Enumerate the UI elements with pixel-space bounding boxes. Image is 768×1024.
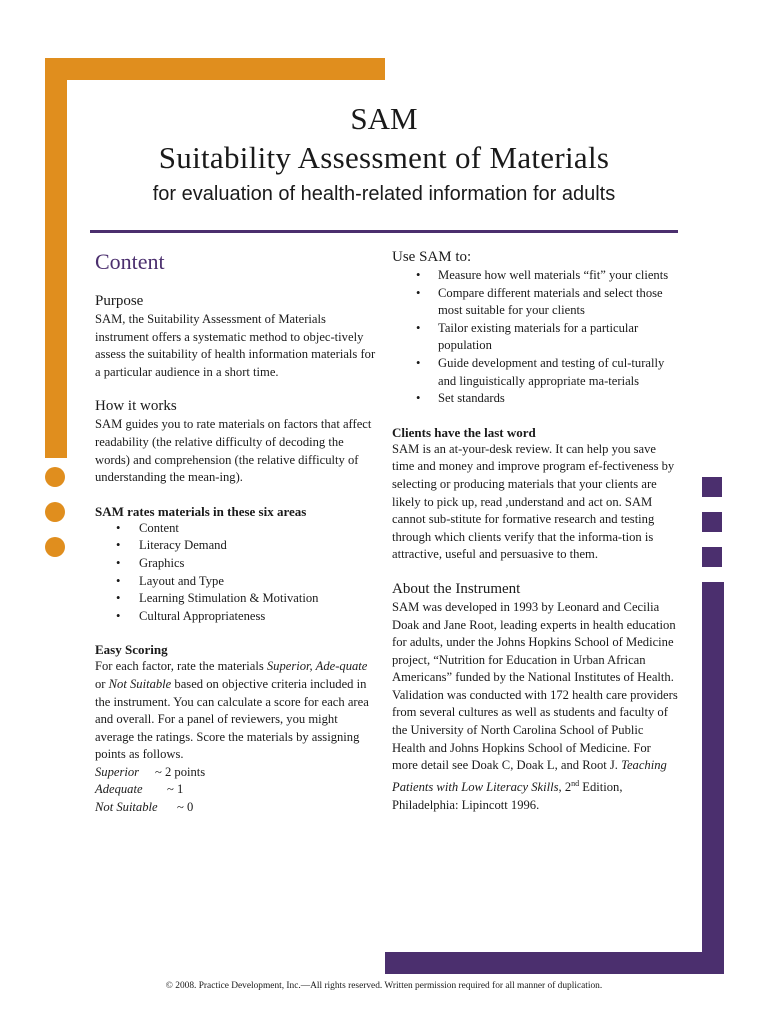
- list-item: • Tailor existing materials for a particular population: [392, 320, 678, 355]
- frame-top-orange-bar: [45, 58, 385, 80]
- orange-dot-2: [45, 502, 65, 522]
- score-value: ~ 1: [167, 782, 184, 797]
- score-row-superior: [95, 764, 377, 782]
- list-item: • Set standards: [392, 390, 678, 408]
- purpose-text: SAM, the Suitability Assessment of Materials instrument offers a systematic method to objec-tively assess the suitability of health information materials for a particular audience in a short time.: [95, 312, 376, 379]
- orange-dot-1: [45, 467, 65, 487]
- score-row-not-suitable: [95, 799, 377, 817]
- list-item: • Literacy Demand: [95, 537, 377, 555]
- superior-adequate-term: Superior, Ade-quate: [266, 659, 368, 674]
- list-item: • Learning Stimulation & Motivation: [95, 590, 377, 608]
- header-acronym: SAM: [350, 101, 418, 136]
- list-item: • Content: [95, 520, 377, 538]
- scoring-text: For each factor, rate the materials Superior, Ade-quate or Not Suitable based on objective criteria included in the instrument. You can calculate a score for each area and overall. For a panel of reviewers, you might average the ratings. Score the materials by assigning points as follows.: [95, 659, 369, 762]
- score-row-adequate: [95, 781, 377, 799]
- use-sam-list: [392, 267, 678, 408]
- frame-bottom-purple-bar: [385, 952, 724, 974]
- about-heading: About the Instrument: [392, 580, 521, 597]
- copyright-footer: © 2008. Practice Development, Inc.—All rights reserved. Written permission required for all manner of duplication.: [165, 981, 603, 991]
- score-value: ~ 0: [177, 800, 194, 815]
- clients-text: SAM is an at-your-desk review. It can help you save time and money and improve program ef-fectiveness by selecting or producing materials that your clients are likely to pick up, read ,understand and act on. SAM cannot sub-stitute for formative research and testing through which clients verify that the informa-tion is attractive, useful and persuasive to them.: [392, 441, 675, 562]
- six-areas-heading: SAM rates materials in these six areas: [95, 503, 307, 519]
- use-sam-heading: Use SAM to:: [392, 249, 472, 265]
- list-item: • Compare different materials and select those most suitable for your clients: [392, 285, 678, 320]
- clients-heading: Clients have the last word: [392, 424, 536, 440]
- not-suitable-term: Not Suitable: [108, 676, 172, 691]
- list-item: • Measure how well materials “fit” your clients: [392, 267, 678, 285]
- book-title: Teaching Patients with Low Literacy Skills: [392, 758, 667, 795]
- six-areas-list: [95, 520, 377, 626]
- header-title: Suitability Assessment of Materials: [158, 140, 610, 175]
- score-value: ~ 2 points: [155, 764, 206, 779]
- right-column: [392, 248, 678, 814]
- purple-square-2: [702, 512, 722, 532]
- score-table: [95, 764, 377, 817]
- list-item: • Layout and Type: [95, 573, 377, 591]
- score-label: Superior: [95, 764, 140, 779]
- list-item: • Guide development and testing of cul-turally and linguistically appropriate ma-terials: [392, 355, 678, 390]
- header-subtitle: for evaluation of health-related information for adults: [152, 183, 616, 205]
- orange-dot-3: [45, 537, 65, 557]
- how-text: SAM guides you to rate materials on factors that affect readability (the relative difficulty of decoding the words) and comprehension (the relative difficulty of understanding the mean-ing).: [95, 417, 372, 485]
- purple-square-1: [702, 477, 722, 497]
- score-label: Not Suitable: [95, 800, 158, 815]
- score-label: Adequate: [95, 782, 143, 797]
- header-divider: [90, 230, 678, 233]
- edition-superscript: nd: [571, 778, 580, 788]
- frame-left-orange-bar: [45, 58, 67, 458]
- content-title: Content: [95, 249, 165, 274]
- page-header: [90, 100, 678, 208]
- list-item: • Graphics: [95, 555, 377, 573]
- list-item: • Cultural Appropriateness: [95, 608, 377, 626]
- purpose-heading: Purpose: [95, 293, 144, 309]
- purple-square-3: [702, 547, 722, 567]
- left-column: [95, 248, 377, 817]
- scoring-heading: Easy Scoring: [95, 642, 168, 658]
- about-text: SAM was developed in 1993 by Leonard and Cecilia Doak and Jane Root, leading experts in health education for adults, under the Johns Hopkins School of Medicine project, “Nutrition for Education in Urban African Americans” funded by the National Institutes of Health. Validation was conducted with 172 health care providers from several cultures as well as students and faculty of the University of North Carolina School of Public Health and Johns Hopkins School of Medicine. For more detail see Doak C, Doak L, and Root J. Teaching Patients with Low Literacy Skills, 2nd Edition, Philadelphia: Lipincott 1996.: [392, 599, 678, 812]
- how-heading: How it works: [95, 398, 177, 415]
- frame-right-purple-bar: [702, 582, 724, 974]
